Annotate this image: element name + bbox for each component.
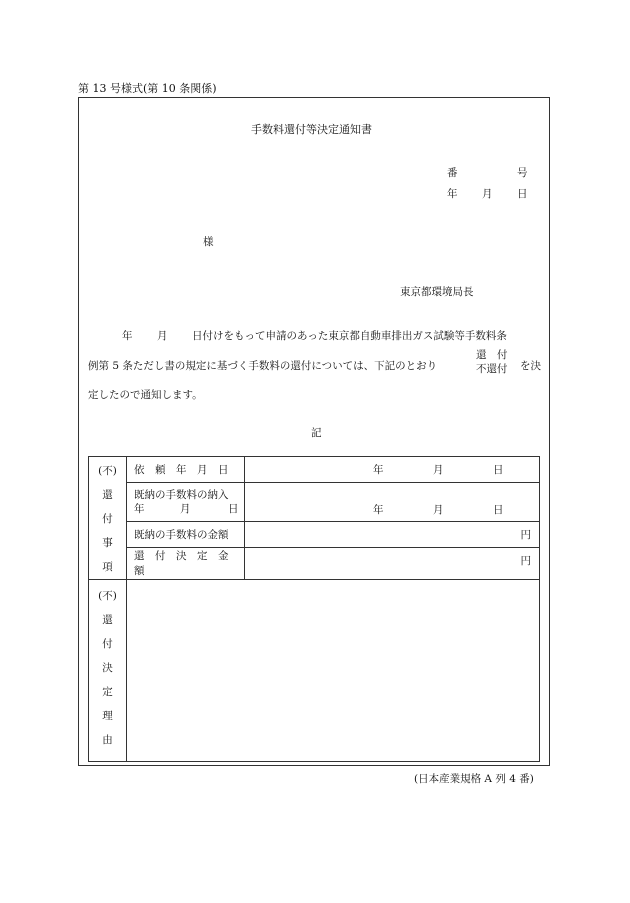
option-refund: 還 付 (476, 349, 508, 361)
section2-char: 付 (102, 638, 113, 650)
section1-char: 事 (102, 537, 113, 549)
refund-amount-label: 還 付 決 定 金 額 (127, 547, 245, 579)
body-line1-month: 月 (157, 330, 168, 342)
paid-label-day: 日 (228, 502, 239, 515)
section1-prefix: (不) (98, 465, 117, 477)
request-date-label: 依 頼 年 月 日 (127, 457, 245, 483)
paid-date-label-line1: 既納の手数料の納入 (134, 488, 229, 501)
refund-reason-field[interactable] (127, 580, 540, 762)
section-refund-items (89, 457, 127, 580)
section2-char: 理 (102, 710, 113, 722)
addressee-suffix: 様 (203, 236, 214, 248)
section1-char: 付 (102, 513, 113, 525)
section2-char: 定 (102, 686, 113, 698)
section2-prefix: (不) (98, 590, 117, 602)
section-refund-reason (89, 580, 127, 762)
body-line2-suffix: を決 (520, 360, 541, 372)
paid-date-label-line2 (134, 502, 244, 516)
body-line1-year: 年 (122, 330, 133, 342)
ki-heading: 記 (311, 427, 322, 439)
body-line2-text: 例第 5 条ただし書の規定に基づく手数料の還付については、下記のとおり (88, 360, 438, 372)
date-year: 年 (447, 188, 458, 200)
option-nonrefund: 不還付 (476, 363, 508, 375)
request-month: 月 (433, 464, 444, 476)
paid-date-label (127, 482, 245, 521)
issuer-name: 東京都環境局長 (400, 286, 474, 298)
request-year: 年 (373, 464, 384, 476)
footer-paper-size: (日本産業規格 A 列 4 番) (414, 773, 534, 785)
section2-char: 還 (102, 614, 113, 626)
paid-label-month: 月 (180, 502, 191, 515)
section2-char: 由 (102, 734, 113, 746)
paid-label-year: 年 (134, 502, 145, 515)
section1-char: 還 (102, 489, 113, 501)
paid-year: 年 (373, 503, 384, 516)
doc-number-go: 号 (517, 167, 528, 179)
date-month: 月 (482, 188, 493, 200)
section1-char: 項 (102, 561, 113, 573)
section2-char: 決 (102, 662, 113, 674)
paid-amount-yen: 円 (520, 529, 531, 542)
paid-day: 日 (493, 503, 504, 516)
document-title: 手数料還付等決定通知書 (251, 123, 372, 136)
date-day: 日 (517, 188, 528, 200)
form-number: 第 13 号様式(第 10 条関係) (78, 82, 217, 95)
body-line3-text: 定したので通知します。 (88, 389, 203, 401)
paid-month: 月 (433, 503, 444, 516)
refund-amount-yen: 円 (520, 554, 531, 567)
details-table (88, 456, 540, 762)
request-day: 日 (493, 464, 504, 476)
doc-number-ban: 番 (447, 167, 458, 179)
body-line1-text: 日付けをもって申請のあった東京都自動車排出ガス試験等手数料条 (192, 330, 507, 342)
request-date-value (245, 457, 540, 483)
refund-amount-value (245, 547, 540, 579)
paid-amount-value (245, 522, 540, 548)
paid-date-value (245, 482, 540, 521)
paid-amount-label: 既納の手数料の金額 (127, 522, 245, 548)
refund-option-stack (476, 348, 508, 376)
